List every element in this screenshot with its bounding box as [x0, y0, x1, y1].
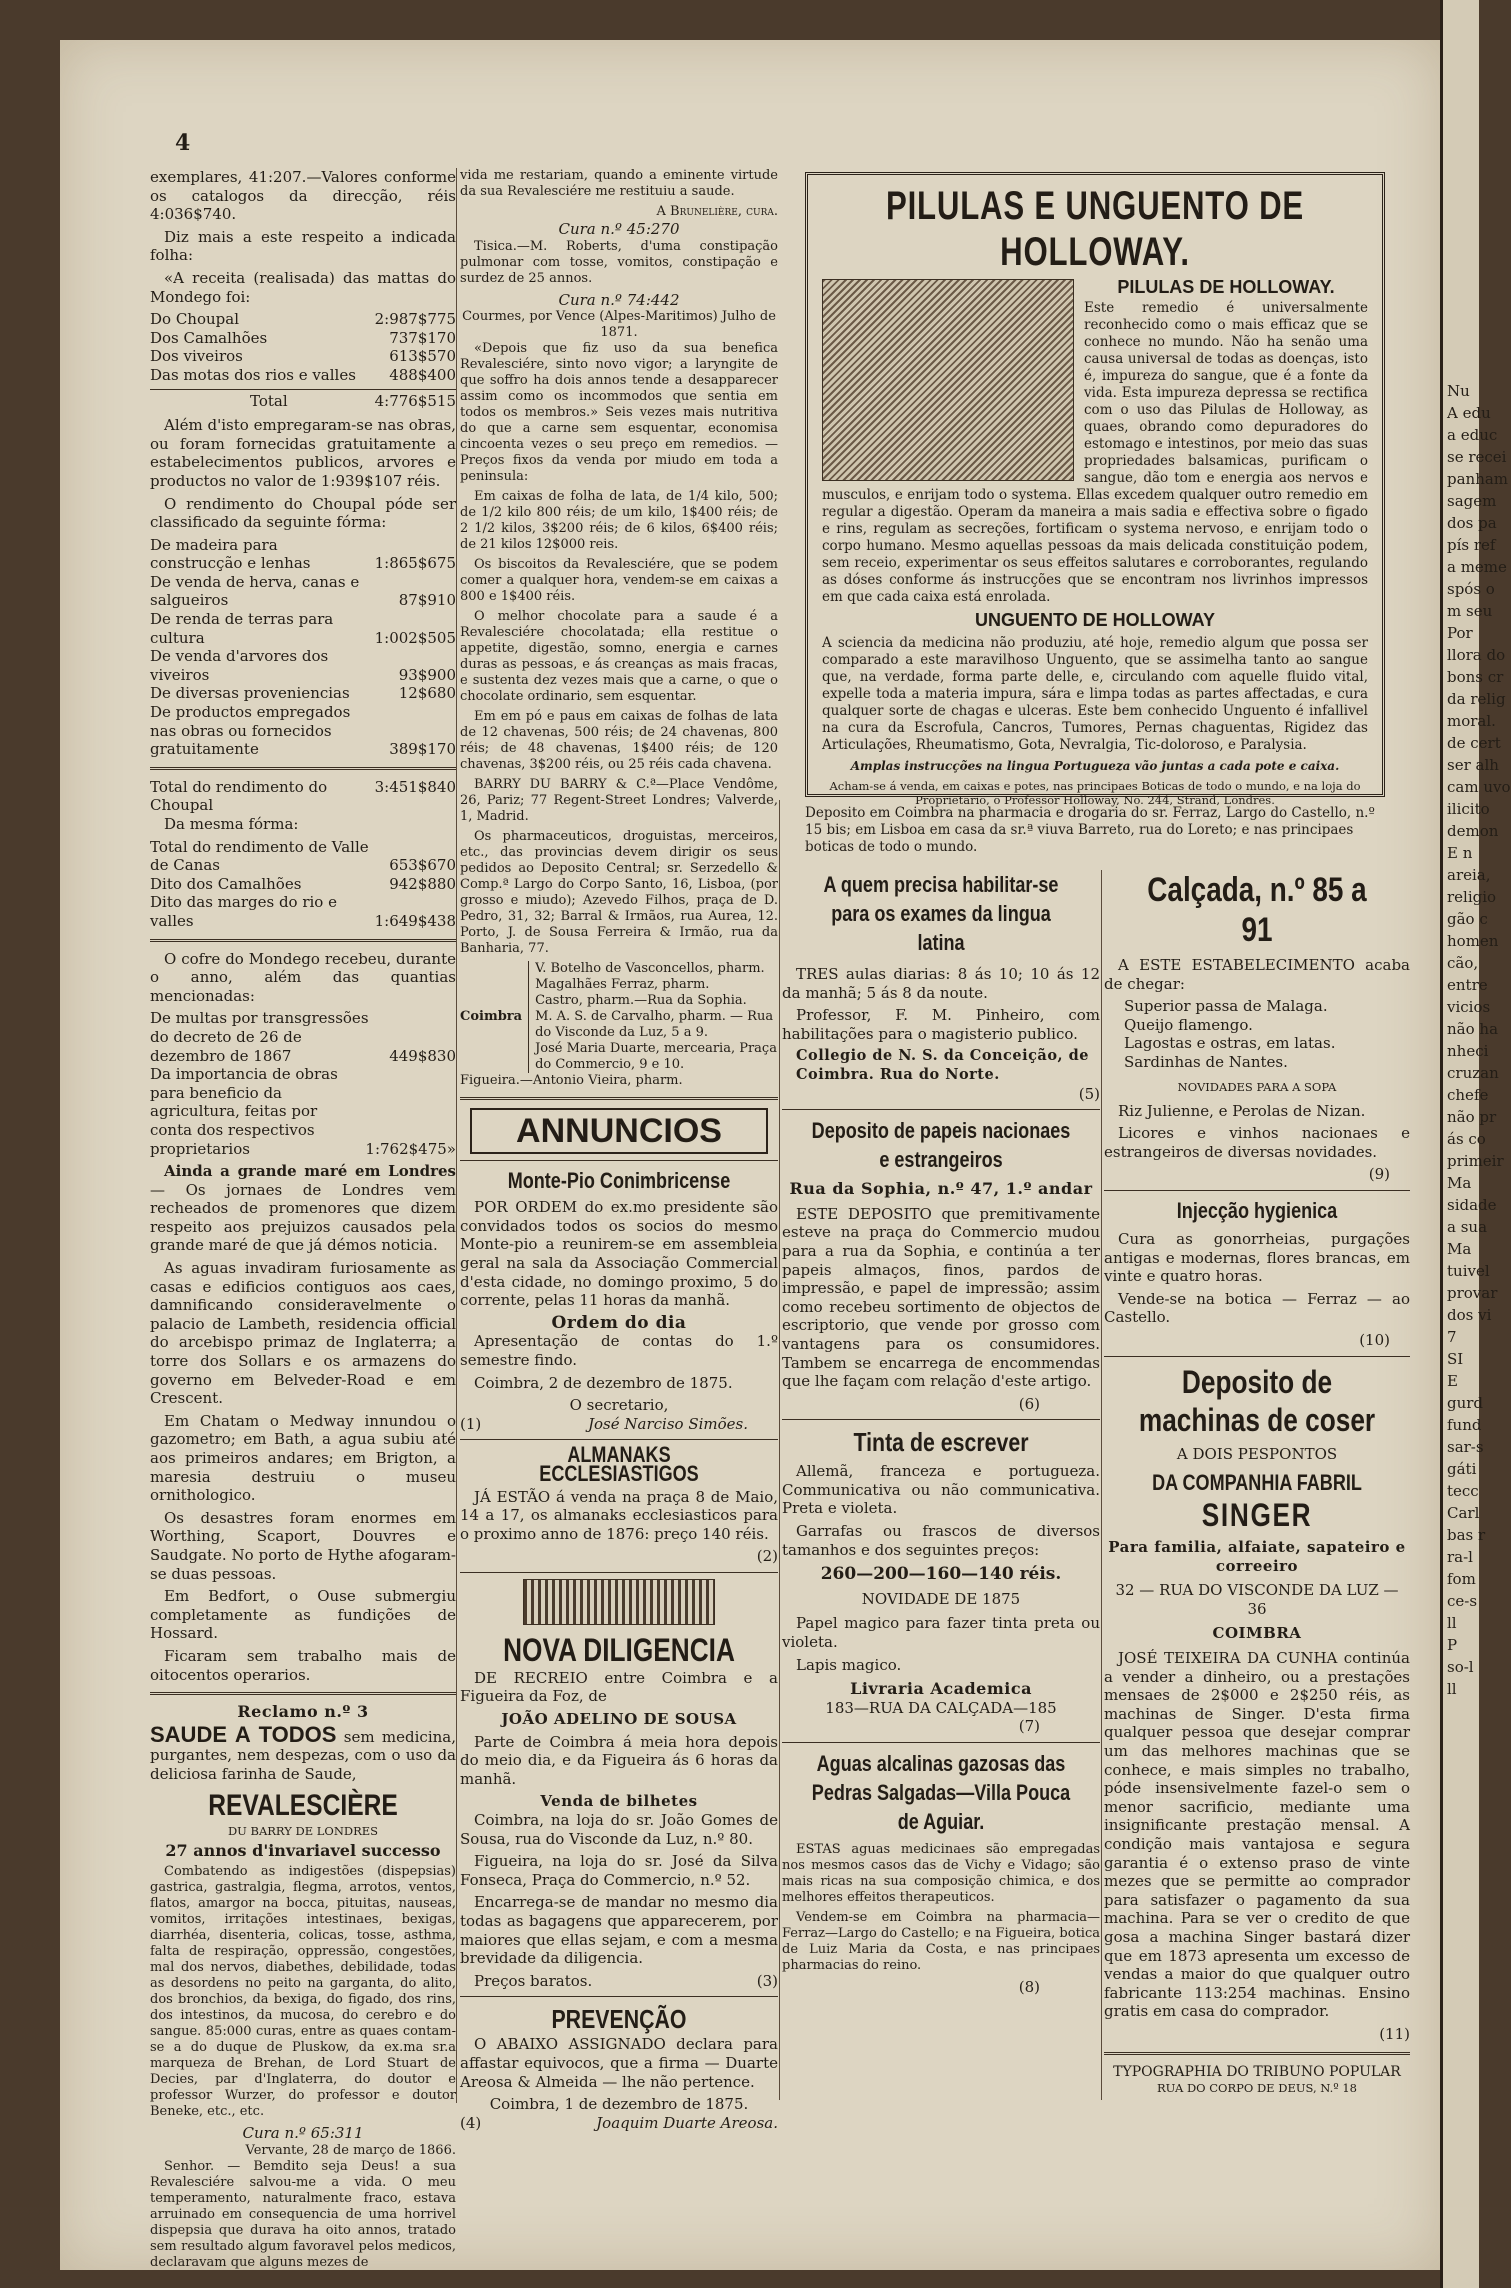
row-label: Total do rendimento de Valle de Canas — [150, 837, 369, 875]
tinta-precos: 260—200—160—140 réis. — [820, 1564, 1062, 1585]
companhia-heading: DA COMPANHIA FABRIL — [1152, 1470, 1362, 1496]
paragraph: Ficaram sem trabalho mais de oitocentos operarios. — [150, 1646, 456, 1684]
strip-line: sidade — [1447, 1196, 1497, 1214]
cura-place: Courmes, por Vence (Alpes-Maritimos) Julho de 1871. — [462, 309, 776, 341]
ad-number: (1) — [460, 1414, 482, 1433]
row-value: 1:762$475» — [365, 1139, 456, 1158]
ad-number: (3) — [756, 1971, 778, 1990]
calcada-items — [1104, 997, 1410, 1071]
row-value: 449$830 — [389, 1046, 456, 1065]
strip-line: gão c — [1447, 910, 1488, 928]
strip-line: areia, — [1447, 866, 1491, 884]
aguas-heading: Aguas alcalinas gazosas das Pedras Salgadas—Villa Pouca de Aguiar. — [811, 1751, 1071, 1834]
strip-line: religio — [1447, 888, 1497, 906]
typographia-footer: TYPOGRAPHIA DO TRIBUNO POPULAR — [1113, 2063, 1401, 2080]
dubarry-label: DU BARRY DE LONDRES — [227, 1823, 379, 1838]
paragraph: Além d'isto empregaram-se nas obras, ou foram fornecidas gratuitamente a estabelecimentos publicos, arvores e productos no valor de 1:939$107 réis. — [150, 416, 456, 490]
strip-line: 7 — [1447, 1328, 1457, 1346]
table-row — [150, 573, 456, 610]
deposito-heading: Deposito de papeis nacionaes e estrangeiros — [811, 1118, 1071, 1173]
row-value: 12$680 — [398, 684, 456, 703]
paragraph: Em Chatam o Medway innundou o gazometro; em Bath, a agua subiu até aos primeiros andares; em Brigton, a maresia destruiu o museu ornithologico. — [150, 1411, 456, 1505]
row-value: 653$670 — [389, 856, 456, 875]
row-label: De diversas proveniencias — [150, 684, 350, 703]
biscoitos-text: Os biscoitos da Revalesciére, que se podem comer a qualquer hora, vendem-se em caixas a 800 e 1$400 réis. — [460, 557, 778, 605]
row-label: De multas por transgressões do decreto de 26 de dezembro de 1867 — [150, 1009, 369, 1065]
garrafas-text: Garrafas ou frascos de diversos tamanhos e dos seguintes preços: — [782, 1522, 1100, 1559]
pilulas-heading: PILULAS DE HOLLOWAY. — [1117, 277, 1335, 297]
precos-baratos: Preços baratos. — [474, 1971, 593, 1990]
deposito-text: ESTE DEPOSITO que premitivamente esteve na praça do Commercio mudou para a rua da Sophia, e continúa a ter papeis almaços, finos, pardos de impressão, e papel de impressão; assim como recebeu sortimento de objectos de escriptorio, que vende por grosso com vantagens para os consumidores. Tambem se encarrega de encommendas que lhe façam com relação d'este artigo. — [782, 1204, 1100, 1391]
montepio-heading: Monte-Pio Conimbricense — [507, 1168, 731, 1194]
choupal-table — [150, 536, 456, 759]
lapis-text: Lapis magico. — [796, 1655, 902, 1674]
strip-line: pís ref — [1447, 536, 1496, 554]
strip-line: tuivel — [1447, 1262, 1490, 1280]
strip-line: llora do — [1447, 646, 1506, 664]
livraria-heading: Livraria Academica — [850, 1679, 1032, 1699]
strip-line: ra-l — [1447, 1548, 1473, 1566]
strip-line: não pr — [1447, 1108, 1497, 1126]
holloway-title: PILULAS E UNGUENTO DE HOLLOWAY. — [886, 184, 1304, 274]
aguas-text: ESTAS aguas medicinaes são empregadas nos mesmos casos das de Vichy e Vidago; são mais ricas na sua composição chimica, e dos melhores effeitos therapeuticos. — [782, 1842, 1100, 1905]
table-row — [150, 875, 456, 894]
strip-line: nheci — [1447, 1042, 1489, 1060]
revalesciere-text: Combatendo as indigestões (dispepsias) gastrica, gastralgia, flegma, arrotos, ventos, flatos, amargor na bocca, pituitas, nauseas, vomitos, irritações intestinaes, bexigas, diarrhéa, disenteria, colicas, tosse, asthma, falta de respiração, oppressão, congestões, mal dos nervos, diabethes, debilidade, todas as desordens no peito na garganta, do alito, dos bronchios, da bexiga, do figado, dos rins, dos intestinos, da mucosa, do cerebro e do sangue. 85:000 curas, entre as quaes contam-se a do duque de Pluskow, da ex.ma sr.a marqueza de Brehan, de Lord Stuart de Decies, par d'Inglaterra, do doutor e professor Wurzer, do professor e doutor Beneke, etc., etc. — [150, 1864, 456, 2120]
row-label: De productos empregados nas obras ou fornecidos gratuitamente — [150, 703, 351, 759]
list-item: Lagostas e ostras, em latas. — [1124, 1034, 1336, 1053]
singer-text: JOSÉ TEIXEIRA DA CUNHA continúa a vender a dinheiro, ou a prestações mensaes de 2$000 e 2$250 réis, as machinas de Singer. D'esta firma qualquer pessoa que desejar comprar um das melhores machinas que se conhece, e mais simples no trabalho, póde insensivelmente fazel-o sem o menor sacrificio, mediante uma insignificante prestação mensal. A condição mais vantajosa e segura garantia é o extenso praso de vinte mezes que se permitte ao comprador para satisfazer o pagamento da sua machina. Para se ver o credito de que gosa a machina Singer bastará dizer que em 1873 apresenta um excesso de vendas a maior do que qualquer outro fabricante 113:254 machinas. Ensino gratis em casa do comprador. — [1104, 1649, 1410, 2021]
column-3 — [782, 870, 1100, 1997]
strip-line: E — [1447, 1372, 1458, 1390]
table-row — [150, 893, 456, 930]
sopa-text: Riz Julienne, e Perolas de Nizan. — [1118, 1101, 1366, 1120]
table-row — [150, 610, 456, 647]
papel-text: Papel magico para fazer tinta preta ou violeta. — [782, 1614, 1100, 1652]
strip-line: se recei — [1447, 448, 1507, 466]
figueira-text: Figueira.—Antonio Vieira, pharm. — [460, 1073, 683, 1089]
row-value: 1:002$505 — [374, 628, 456, 647]
total-choupal-row: Total do rendimento do Choupal 3:451$840 — [150, 777, 456, 815]
prevencao-heading: PREVENÇÃO — [551, 2004, 687, 2035]
strip-line: cão, — [1447, 954, 1479, 972]
chocolate-text: O melhor chocolate para a saude é a Revalesciére chocolatada; ella restitue o appetite, digestão, somno, energia e carnes duras as pessoas, e ás creanças as mais fracas, e sustenta dez vezes mais que a carne, o que o chocolate ordinario, sem esquentar. — [460, 609, 778, 705]
bilhetes-heading: Venda de bilhetes — [540, 1792, 698, 1811]
strip-line: de cert — [1447, 734, 1501, 752]
cura-date: Vervante, 28 de março de 1866. — [245, 2142, 456, 2158]
strip-line: Por — [1447, 624, 1473, 642]
strip-line: sar-s — [1447, 1438, 1484, 1456]
row-label: Dito das marges do rio e valles — [150, 893, 337, 930]
adelino-name: JOÃO ADELINO DE SOUSA — [501, 1710, 737, 1729]
cura-heading: Cura n.º 65:311 — [242, 2124, 364, 2143]
paragraph: O rendimento do Choupal póde ser classificado da seguinte fórma: — [150, 494, 456, 532]
table-row — [150, 647, 456, 684]
strip-line: dos vi — [1447, 1306, 1492, 1324]
montepio-text: POR ORDEM do ex.mo presidente são convidados todos os socios do mesmo Monte-pio a reunirem-se em assembleia geral na sala da Associação Commercial d'esta cidade, no domingo proximo, 5 do corrente, pelas 11 horas da manhã. — [460, 1198, 778, 1310]
row-label: Dito dos Camalhões — [150, 874, 302, 893]
mattas-table — [150, 310, 456, 384]
list-item: Magalhães Ferraz, pharm. — [535, 977, 710, 993]
ad-number: (4) — [460, 2113, 482, 2132]
holloway-illustration — [822, 279, 1074, 481]
row-value: 87$910 — [398, 591, 456, 610]
bilhetes-text: Coimbra, na loja do sr. João Gomes de Sousa, rua do Visconde da Luz, n.º 80. — [460, 1811, 778, 1848]
singer-heading: SINGER — [1201, 1497, 1313, 1534]
strip-line: ás co — [1447, 1130, 1486, 1148]
precos-text: Em caixas de folha de lata, de 1/4 kilo, 500; de 1/2 kilo 800 réis; de um kilo, 1$400 réis; de 2 1/2 kilos, 3$200 réis; de 6 kilos, 6$400 réis; de 21 kilos 12$000 reis. — [460, 489, 778, 553]
list-item: Superior passa de Malaga. — [1124, 997, 1328, 1016]
licores-text: Licores e vinhos nacionaes e estrangeiros de diversas novidades. — [1104, 1124, 1410, 1161]
collegio-text: Collegio de N. S. da Conceição, de Coimbra. Rua do Norte. — [796, 1047, 1089, 1083]
paragraph: As aguas invadiram furiosamente as casas e edificios contiguos aos caes, damnificando consideravelmente o palacio de Lambeth, residencia official do arcebispo primaz de Inglaterra; a torre dos Sollars e os armazens do governo em Belveder-Road e em Crescent. — [150, 1259, 456, 1408]
familia-text: Para familia, alfaiate, sapateiro e correeiro — [1108, 1538, 1406, 1575]
strip-line: ce-s — [1447, 1592, 1478, 1610]
date: Coimbra, 1 de dezembro de 1875. — [489, 2095, 749, 2114]
strip-line: não ha — [1447, 1020, 1499, 1038]
ad-number: (2) — [756, 1547, 778, 1566]
strip-line: ll — [1447, 1680, 1457, 1698]
strip-line: cruzan — [1447, 1064, 1499, 1082]
strip-line: bons cr — [1447, 668, 1504, 686]
secretario-name: José Narciso Simões. — [588, 1414, 748, 1433]
row-value: 942$880 — [389, 874, 456, 893]
diligencia-heading: NOVA DILIGENCIA — [503, 1631, 735, 1668]
adjacent-page-strip — [1440, 0, 1511, 2288]
table-row — [150, 310, 456, 329]
multas-table — [150, 1009, 456, 1158]
strip-line: vicios — [1447, 998, 1491, 1016]
strip-line: Ma — [1447, 1240, 1472, 1258]
paragraph: O cofre do Mondego recebeu, durante o anno, além das quantias mencionadas: — [150, 949, 456, 1005]
list-item: Castro, pharm.—Rua da Sophia. — [535, 993, 747, 1009]
revalesciere-title: REVALESCIÈRE — [208, 1788, 398, 1822]
encarrega-text: Encarrega-se de mandar no mesmo dia todas as bagagens que apparecerem, por maiores que ellas sejam, e com a mesma brevidade da diligencia. — [460, 1893, 778, 1968]
strip-line: Carl — [1447, 1504, 1480, 1522]
calcada-heading: Calçada, n.º 85 a 91 — [1147, 871, 1367, 949]
column-rule — [1101, 870, 1102, 2100]
list-item: V. Botelho de Vasconcellos, pharm. — [535, 961, 765, 977]
strip-line: gurd — [1447, 1394, 1484, 1412]
strip-line: provar — [1447, 1284, 1498, 1302]
almanaks-heading: ALMANAKS ECCLESIASTIGOS — [539, 1442, 699, 1486]
table-row — [150, 838, 456, 875]
strip-line: ilicito — [1447, 800, 1490, 818]
table-row — [150, 1065, 456, 1158]
injeccao-heading: Injecção hygienica — [1176, 1197, 1338, 1223]
strip-line: so-l — [1447, 1658, 1474, 1676]
row-label: Dos viveiros — [150, 347, 243, 366]
ad-number: (10) — [1359, 1330, 1390, 1349]
strip-line: sagem — [1447, 492, 1497, 510]
ad-number: (6) — [1018, 1394, 1040, 1413]
page-number: 4 — [175, 130, 191, 156]
table-row — [150, 536, 456, 573]
paragraph: Os desastres foram enormes em Worthing, Scaport, Douvres e Saudgate. No porto de Hythe afogaram-se duas pessoas. — [150, 1508, 456, 1583]
almanaks-text: JÁ ESTÃO á venda na praça 8 de Maio, 14 a 17, os almanaks ecclesiasticos para o proximo anno de 1876: preço 140 réis. — [460, 1487, 778, 1543]
column-2 — [460, 168, 778, 2132]
strip-line: Ma — [1447, 1174, 1472, 1192]
reclamo-heading: Reclamo n.º 3 — [237, 1702, 369, 1722]
row-label: Das motas dos rios e valles — [150, 365, 356, 384]
table-row — [150, 684, 456, 703]
strip-line: panham — [1447, 470, 1509, 488]
barry-text: BARRY DU BARRY & C.ª—Place Vendôme, 26, Pariz; 77 Regent-Street Londres; Valverde, 1, Madrid. — [460, 777, 778, 825]
ad-number: (7) — [1018, 1717, 1040, 1736]
novidades-heading: NOVIDADES PARA A SOPA — [1177, 1079, 1337, 1094]
unguento-text: A sciencia da medicina não produziu, até hoje, remedio algum que possa ser comparado a este maravilhoso Unguento, que se assimelha tanto ao sangue que, na verdade, forma parte delle, e, circulando com aquelle fluido vital, expelle toda a materia impura, sára e limpa todas as partes affectadas, e cura qualquer sorte de chagas e ulceras. Este bem conhecido Unguento é infallivel na cura da Escrofula, Cancros, Tumores, Pernas chaguentas, Rigidez das Articulações, Rheumatismo, Gota, Nevralgia, Tic-doloroso, e Paralysia. — [822, 635, 1368, 753]
column-1 — [150, 168, 456, 2275]
strip-line: tecc — [1447, 1482, 1479, 1500]
row-label: De renda de terras para cultura — [150, 610, 334, 647]
strip-line: SI — [1447, 1350, 1464, 1368]
cura-text: «Depois que fiz uso da sua benefica Revalesciére, sinto novo vigor; a laryngite de que soffro ha dois annos tende a desapparecer assim como os incommodos que sentia em todos os membros.» Seis vezes mais nutritiva do que a carne sem esquentar, economisa cincoenta vezes o seu preço em remedios. — Preços fixos da venda por miudo em toda a peninsula: — [460, 341, 778, 485]
instrucoes-text: Amplas instrucções na lingua Portugueza vão juntas a cada pote e caixa. — [850, 759, 1340, 773]
strip-line: demon — [1447, 822, 1499, 840]
row-label: Do Choupal — [150, 310, 239, 329]
injeccao-text: Cura as gonorrheias, purgações antigas e modernas, flores brancas, em vinte e quatro horas. — [1104, 1229, 1410, 1286]
holloway-deposito: Deposito em Coimbra na pharmacia e drogaria do sr. Ferraz, Largo do Castello, n.º 15 bis; em Lisboa em casa da sr.ª viuva Barreto, rua do Loreto; e nas principaes boticas de todo o mundo. — [805, 805, 1375, 855]
table-row — [150, 703, 456, 759]
calcada-text: A ESTE ESTABELECIMENTO acaba de chegar: — [1104, 956, 1410, 993]
signature: Joaquim Duarte Areosa. — [596, 2113, 778, 2132]
sophia-address: Rua da Sophia, n.º 47, 1.º andar — [789, 1179, 1093, 1199]
strip-line: E n — [1447, 844, 1473, 862]
strip-line: Nu — [1447, 382, 1470, 400]
paragraph: Em Bedfort, o Ouse submergiu completamente as fundições de Hossard. — [150, 1587, 456, 1643]
ad-number: (9) — [1368, 1165, 1390, 1184]
table-row — [150, 1009, 456, 1065]
venda-text: Acham-se á venda, em caixas e potes, nas principaes Boticas de todo o mundo, e na loja do Proprietario, o Professor Holloway, No. 244, Strand, Londres. — [829, 779, 1361, 807]
strip-line: a meme — [1447, 558, 1507, 576]
secretario-label: O secretario, — [569, 1396, 669, 1415]
signature: A Brunelière, cura. — [656, 204, 778, 219]
cura-heading: Cura n.º 74:442 — [558, 290, 680, 309]
strip-line: moral. — [1447, 712, 1496, 730]
annuncios-heading: ANNUNCIOS — [470, 1108, 768, 1154]
strip-line: fund — [1447, 1416, 1482, 1434]
diligencia-text: DE RECREIO entre Coimbra e a Figueira da Foz, de — [460, 1668, 778, 1706]
ad-number: (8) — [1018, 1978, 1040, 1996]
cura-heading: Cura n.º 45:270 — [558, 220, 680, 238]
valle-table — [150, 838, 456, 931]
strip-line: ser alh — [1447, 756, 1499, 774]
aguas-text: Vendem-se em Coimbra na pharmacia—Ferraz—Largo do Castello; e na Figueira, botica de Luiz Maria da Costa, e nas principaes pharmacias do reino. — [782, 1910, 1100, 1973]
mare-paragraph: Ainda a grande maré em Londres — Os jornaes de Londres vem recheados de promenores que dizem respeito aos prejuizos causados pela grande maré de que já démos noticia. — [150, 1162, 456, 1255]
strip-line: entre — [1447, 976, 1488, 994]
bilhetes-text: Figueira, na loja do sr. José da Silva Fonseca, Praça do Commercio, n.º 52. — [460, 1852, 778, 1889]
row-label: De madeira para construcção e lenhas — [150, 535, 311, 573]
strip-line: dos pa — [1447, 514, 1497, 532]
strip-line: cam uvo — [1447, 778, 1511, 796]
ordem-heading: Ordem do dia — [551, 1312, 687, 1333]
ad-number: (5) — [1078, 1084, 1100, 1103]
row-value: 389$170 — [389, 740, 456, 759]
column-rule — [456, 168, 457, 2103]
injeccao-text: Vende-se na botica — Ferraz — ao Castello. — [1104, 1289, 1410, 1327]
cura-text: vida me restariam, quando a eminente virtude da sua Revalesciére me restituiu a saude. — [460, 168, 778, 199]
pilulas-text: Este remedio é universalmente reconhecido como o mais efficaz que se conhece no mundo. Não ha senão uma causa universal de todas as doenças, isto é, impureza do sangue, que é a fonte da vida. Esta impureza depressa se rectifica com o uso das Pilulas de Holloway, as quaes, obrando como depuradores do estomago e intestinos, por meio das suas propriedades balsamicas, purificam o sangue, dão tom e energia aos nervos e musculos, e enrijam todo o systema. Ellas excedem qualquer outro remedio em regular a digestão. Operam da maneira a mais sadia e effectiva sobre o figado e rins, regulam as secreções, fortificam o systema nervoso, e enrijam todo o corpo humano. Mesmo aquellas pessoas da mais delicada constituição podem, sem receio, experimentar os seus effeitos salutares e corroborantes, regulando as dóses conforme ás instrucções que se encontram nos livrinhos impressos em que cada caixa está enrolada. — [822, 300, 1368, 605]
unguento-heading: UNGUENTO DE HOLLOWAY — [974, 610, 1216, 630]
novidade-heading: NOVIDADE DE 1875 — [861, 1589, 1021, 1608]
date: Coimbra, 2 de dezembro de 1875. — [474, 1373, 733, 1392]
cura-text: Tisica.—M. Roberts, d'uma constipação pulmonar com tosse, vomitos, constipação e surdez de 25 annos. — [460, 238, 778, 286]
row-label: Dos Camalhões — [150, 328, 268, 347]
ad-number: (11) — [1379, 2024, 1410, 2043]
strip-line: bas r — [1447, 1526, 1486, 1544]
row-label: Da importancia de obras para beneficio da agricultura, feitas por conta dos respectivos proprietarios — [150, 1065, 338, 1158]
row-value: 1:649$438 — [374, 911, 456, 930]
list-item: M. A. S. de Carvalho, pharm. — Rua do Visconde da Luz, 5 a 9. — [535, 1009, 774, 1041]
row-value: 93$900 — [398, 665, 456, 684]
tinta-heading: Tinta de escrever — [853, 1427, 1029, 1458]
pharm-text: Os pharmaceuticos, droguistas, merceiros, etc., das provincias devem dirigir os seus pedidos ao Deposito Central; sr. Serzedello & Comp.ª Largo do Corpo Santo, 16, Lisboa, (por grosso e miudo); Azevedo Filhos, praça de D. Pedro, 31, 32; Barral & Irmãos, rua Aurea, 12. Porto, J. de Sousa Ferreira & Irmão, rua da Banharia, 77. — [460, 829, 778, 957]
maquinas-heading: Deposito de machinas de coser — [1138, 1363, 1376, 1438]
total-row: Total 4:776$515 — [150, 389, 456, 411]
habilitar-heading: A quem precisa habilitar-se para os exames da lingua latina — [823, 872, 1059, 955]
strip-line: gáti — [1447, 1460, 1477, 1478]
table-row — [150, 347, 456, 366]
row-value: 737$170 — [389, 328, 456, 347]
saude-paragraph: SAUDE A TODOS sem medicina, purgantes, nem despezas, com o uso da deliciosa farinha de Saude, — [150, 1721, 456, 1783]
strip-line: fom — [1447, 1570, 1476, 1588]
tinta-text: Allemã, franceza e portugueza. Communicativa ou não communicativa. Preta e violeta. — [782, 1462, 1100, 1518]
coimbra-heading: COIMBRA — [1212, 1624, 1302, 1643]
paragraph: «A receita (realisada) das mattas do Mondego foi: — [150, 268, 456, 306]
po-text: Em em pó e paus em caixas de folhas de lata de 12 chavenas, 500 réis; de 24 chavenas, 800 réis; de 48 chavenas, 1$400 réis; de 120 chavenas, 3$200 réis, ou 25 réis cada chavena. — [460, 709, 778, 773]
coimbra-list: Coimbra V. Botelho de Vasconcellos, pharm. Magalhães Ferraz, pharm. Castro, pharm.—Rua da Sophia. M. A. S. de Carvalho, pharm. — Rua do Visconde da Luz, 5 a 9. José Maria Duarte, mercearia, Praça do Commercio, 9 e 10. — [460, 961, 777, 1073]
strip-line: m seu — [1447, 602, 1493, 620]
strip-line: P — [1447, 1636, 1458, 1654]
row-value: 613$570 — [389, 347, 456, 366]
row-value: 1:865$675 — [374, 554, 456, 573]
list-item: Sardinhas de Nantes. — [1124, 1052, 1288, 1071]
column-4 — [1104, 870, 1410, 2095]
strip-line: chefe — [1447, 1086, 1489, 1104]
strip-line: homen — [1447, 932, 1499, 950]
paragraph: Diz mais a este respeito a indicada folha: — [150, 227, 456, 265]
professor-text: Professor, F. M. Pinheiro, com habilitações para o magisterio publico. — [782, 1006, 1100, 1043]
table-row — [150, 329, 456, 348]
cura-text: Senhor. — Bemdito seja Deus! a sua Revalesciére salvou-me a vida. O meu temperamento, naturalmente fraco, estava arruinado em consequencia de uma horrivel dispepsia que durava ha oito annos, tratado sem resultado algum favoravel pelos medicos, declaravam que alguns mezes de — [150, 2158, 456, 2270]
intro-text: exemplares, 41:207.—Valores conforme os catalogos da direcção, réis 4:036$740. — [150, 168, 456, 224]
strip-line: primeir — [1447, 1152, 1504, 1170]
strip-line: A edu — [1447, 404, 1491, 422]
singer-address: 32 — RUA DO VISCONDE DA LUZ — 36 — [1115, 1581, 1399, 1618]
prevencao-text: O ABAIXO ASSIGNADO declara para affastar equivocos, que a firma — Duarte Areosa & Almeida — lhe não pertence. — [460, 2035, 778, 2091]
list-item: José Maria Duarte, mercearia, Praça do Commercio, 9 e 10. — [535, 1041, 777, 1073]
row-value: 2:987$775 — [374, 310, 456, 329]
annos-heading: 27 annos d'invariavel successo — [165, 1840, 441, 1860]
ordem-text: Apresentação de contas do 1.º semestre findo. — [460, 1332, 778, 1369]
strip-line: a sua — [1447, 1218, 1488, 1236]
strip-line: ll — [1447, 1614, 1457, 1632]
habilitar-text: TRES aulas diarias: 8 ás 10; 10 ás 12 da manhã; 5 ás 8 da noute. — [782, 965, 1100, 1002]
strip-line: da relig — [1447, 690, 1506, 708]
row-value: 488$400 — [389, 365, 456, 384]
strip-line: spós o — [1447, 580, 1495, 598]
row-label: De venda de herva, canas e salgueiros — [150, 572, 360, 610]
column-rule — [779, 800, 780, 2100]
diligencia-text: Parte de Coimbra á meia hora depois do meio dia, e da Figueira ás 6 horas da manhã. — [460, 1732, 778, 1788]
row-label: De venda d'arvores dos viveiros — [150, 647, 329, 684]
livraria-address: 183—RUA DA CALÇADA—185 — [825, 1698, 1057, 1717]
holloway-ad — [805, 172, 1385, 807]
typographia-address: RUA DO CORPO DE DEUS, N.º 18 — [1156, 2081, 1357, 2096]
stagecoach-image — [523, 1579, 715, 1625]
table-row — [150, 366, 456, 385]
dois-pespontos: A DOIS PESPONTOS — [1176, 1444, 1338, 1463]
strip-line: a educ — [1447, 426, 1498, 444]
paragraph: Da mesma fórma: — [164, 815, 299, 833]
list-item: Queijo flamengo. — [1124, 1015, 1253, 1034]
